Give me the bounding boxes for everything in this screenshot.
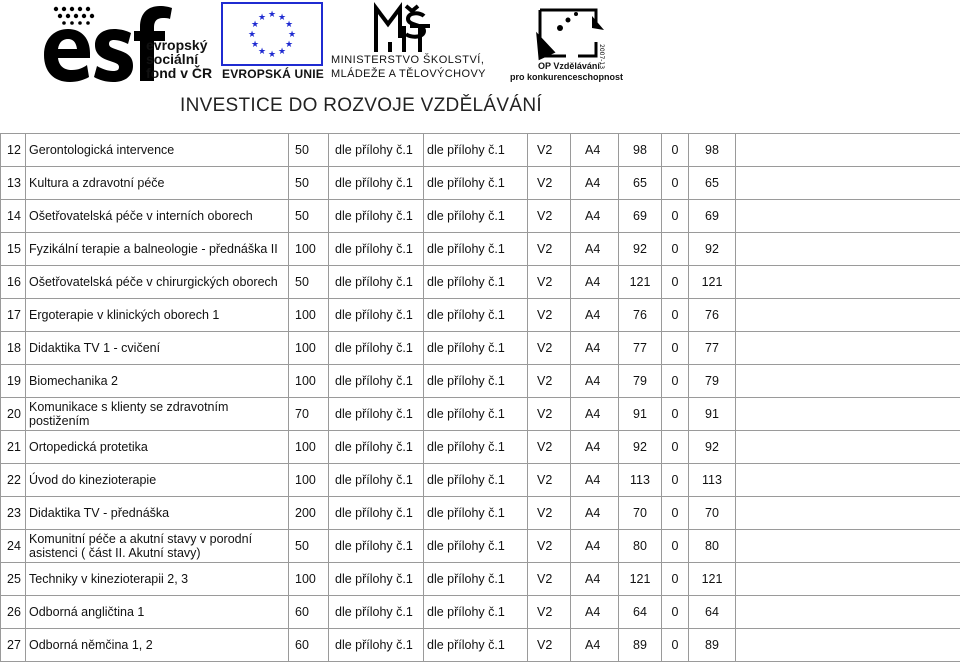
reference-cell-1: dle přílohy č.1 [329, 299, 424, 332]
reference-cell-2: dle přílohy č.1 [424, 332, 528, 365]
row-number: 23 [1, 497, 26, 530]
value-cell-2: 92 [689, 431, 736, 464]
code-v-cell: V2 [528, 167, 571, 200]
svg-text:★: ★ [287, 30, 297, 40]
hours-cell: 100 [289, 563, 329, 596]
course-name: Ošetřovatelská péče v interních oborech [26, 200, 289, 233]
value-cell-1: 121 [619, 563, 662, 596]
reference-cell-2: dle přílohy č.1 [424, 200, 528, 233]
course-name: Biomechanika 2 [26, 365, 289, 398]
value-cell-2: 79 [689, 365, 736, 398]
reference-cell-2: dle přílohy č.1 [424, 629, 528, 662]
course-name: Odborná němčina 1, 2 [26, 629, 289, 662]
row-number: 20 [1, 398, 26, 431]
zero-cell: 0 [662, 464, 689, 497]
reference-cell-2: dle přílohy č.1 [424, 596, 528, 629]
value-cell-1: 113 [619, 464, 662, 497]
zero-cell: 0 [662, 563, 689, 596]
msmt-caption-line-2: MLÁDEŽE A TĚLOVÝCHOVY [331, 68, 486, 80]
code-v-cell: V2 [528, 299, 571, 332]
esf-logo-text [146, 38, 212, 80]
hours-cell: 100 [289, 233, 329, 266]
svg-text:★: ★ [267, 50, 277, 60]
code-v-cell: V2 [528, 596, 571, 629]
empty-cell [736, 431, 960, 464]
course-name: Ortopedická protetika [26, 431, 289, 464]
table-row [1, 332, 960, 365]
table-row [1, 134, 960, 167]
op-caption-line-1: OP Vzdělávání [538, 61, 600, 71]
code-a-cell: A4 [571, 398, 619, 431]
code-v-cell: V2 [528, 464, 571, 497]
code-v-cell: V2 [528, 530, 571, 563]
code-a-cell: A4 [571, 200, 619, 233]
zero-cell: 0 [662, 596, 689, 629]
reference-cell-2: dle přílohy č.1 [424, 365, 528, 398]
table-row [1, 629, 960, 662]
reference-cell-2: dle přílohy č.1 [424, 167, 528, 200]
hours-cell: 50 [289, 200, 329, 233]
hours-cell: 100 [289, 299, 329, 332]
svg-text:★: ★ [257, 13, 267, 23]
row-number: 27 [1, 629, 26, 662]
value-cell-2: 98 [689, 134, 736, 167]
value-cell-2: 69 [689, 200, 736, 233]
empty-cell [736, 266, 960, 299]
row-number: 18 [1, 332, 26, 365]
table-row [1, 266, 960, 299]
value-cell-1: 92 [619, 431, 662, 464]
reference-cell-2: dle přílohy č.1 [424, 530, 528, 563]
value-cell-1: 121 [619, 266, 662, 299]
empty-cell [736, 299, 960, 332]
table-row [1, 398, 960, 431]
reference-cell-2: dle přílohy č.1 [424, 464, 528, 497]
hours-cell: 100 [289, 464, 329, 497]
svg-text:★: ★ [250, 40, 260, 50]
zero-cell: 0 [662, 134, 689, 167]
reference-cell-2: dle přílohy č.1 [424, 299, 528, 332]
code-a-cell: A4 [571, 332, 619, 365]
reference-cell-1: dle přílohy č.1 [329, 563, 424, 596]
reference-cell-2: dle přílohy č.1 [424, 497, 528, 530]
value-cell-1: 79 [619, 365, 662, 398]
hours-cell: 60 [289, 596, 329, 629]
reference-cell-2: dle přílohy č.1 [424, 431, 528, 464]
course-name: Kultura a zdravotní péče [26, 167, 289, 200]
value-cell-2: 64 [689, 596, 736, 629]
zero-cell: 0 [662, 365, 689, 398]
hours-cell: 50 [289, 167, 329, 200]
reference-cell-2: dle přílohy č.1 [424, 233, 528, 266]
course-name: Didaktika TV 1 - cvičení [26, 332, 289, 365]
slogan: INVESTICE DO ROZVOJE VZDĚLÁVÁNÍ [180, 95, 542, 116]
empty-cell [736, 167, 960, 200]
table-body [1, 134, 960, 662]
code-a-cell: A4 [571, 596, 619, 629]
value-cell-2: 89 [689, 629, 736, 662]
table-row [1, 365, 960, 398]
hours-cell: 50 [289, 530, 329, 563]
zero-cell: 0 [662, 398, 689, 431]
code-a-cell: A4 [571, 167, 619, 200]
course-name: Komunitní péče a akutní stavy v porodní asistenci ( část II. Akutní stavy) [26, 530, 289, 563]
value-cell-1: 76 [619, 299, 662, 332]
svg-text:★: ★ [250, 20, 260, 30]
code-v-cell: V2 [528, 497, 571, 530]
hours-cell: 100 [289, 332, 329, 365]
value-cell-2: 113 [689, 464, 736, 497]
hours-cell: 50 [289, 134, 329, 167]
code-a-cell: A4 [571, 431, 619, 464]
value-cell-2: 77 [689, 332, 736, 365]
code-a-cell: A4 [571, 266, 619, 299]
reference-cell-1: dle přílohy č.1 [329, 233, 424, 266]
row-number: 12 [1, 134, 26, 167]
reference-cell-1: dle přílohy č.1 [329, 365, 424, 398]
course-name: Fyzikální terapie a balneologie - přednáška II [26, 233, 289, 266]
value-cell-1: 77 [619, 332, 662, 365]
code-v-cell: V2 [528, 629, 571, 662]
empty-cell [736, 200, 960, 233]
empty-cell [736, 398, 960, 431]
reference-cell-2: dle přílohy č.1 [424, 563, 528, 596]
zero-cell: 0 [662, 233, 689, 266]
empty-cell [736, 332, 960, 365]
svg-text:★: ★ [267, 10, 277, 20]
reference-cell-1: dle přílohy č.1 [329, 167, 424, 200]
empty-cell [736, 134, 960, 167]
row-number: 22 [1, 464, 26, 497]
esf-line-1: evropský [146, 37, 208, 53]
value-cell-1: 91 [619, 398, 662, 431]
hours-cell: 200 [289, 497, 329, 530]
value-cell-1: 64 [619, 596, 662, 629]
esf-line-2: sociální [146, 51, 199, 67]
reference-cell-1: dle přílohy č.1 [329, 431, 424, 464]
row-number: 24 [1, 530, 26, 563]
reference-cell-2: dle přílohy č.1 [424, 266, 528, 299]
reference-cell-1: dle přílohy č.1 [329, 596, 424, 629]
value-cell-1: 98 [619, 134, 662, 167]
reference-cell-1: dle přílohy č.1 [329, 629, 424, 662]
code-v-cell: V2 [528, 332, 571, 365]
table-row [1, 497, 960, 530]
zero-cell: 0 [662, 431, 689, 464]
table-row [1, 431, 960, 464]
hours-cell: 100 [289, 365, 329, 398]
value-cell-2: 121 [689, 266, 736, 299]
empty-cell [736, 530, 960, 563]
course-name: Úvod do kinezioterapie [26, 464, 289, 497]
value-cell-2: 70 [689, 497, 736, 530]
table-row [1, 530, 960, 563]
svg-text:★: ★ [257, 47, 267, 57]
reference-cell-1: dle přílohy č.1 [329, 398, 424, 431]
hours-cell: 100 [289, 431, 329, 464]
course-name: Ošetřovatelská péče v chirurgických oborech [26, 266, 289, 299]
row-number: 16 [1, 266, 26, 299]
hours-cell: 60 [289, 629, 329, 662]
course-name: Ergoterapie v klinických oborech 1 [26, 299, 289, 332]
logo-header [0, 0, 960, 130]
row-number: 25 [1, 563, 26, 596]
code-a-cell: A4 [571, 563, 619, 596]
table-row [1, 563, 960, 596]
esf-line-3: fond v ČR [146, 65, 213, 81]
course-name: Gerontologická intervence [26, 134, 289, 167]
empty-cell [736, 233, 960, 266]
row-number: 14 [1, 200, 26, 233]
empty-cell [736, 464, 960, 497]
course-name: Didaktika TV - přednáška [26, 497, 289, 530]
table-row [1, 596, 960, 629]
value-cell-1: 92 [619, 233, 662, 266]
reference-cell-1: dle přílohy č.1 [329, 530, 424, 563]
table-row [1, 233, 960, 266]
row-number: 19 [1, 365, 26, 398]
value-cell-1: 80 [619, 530, 662, 563]
zero-cell: 0 [662, 629, 689, 662]
svg-text:★: ★ [284, 40, 294, 50]
value-cell-2: 121 [689, 563, 736, 596]
code-a-cell: A4 [571, 299, 619, 332]
code-v-cell: V2 [528, 563, 571, 596]
course-name: Odborná angličtina 1 [26, 596, 289, 629]
msmt-caption-line-1: MINISTERSTVO ŠKOLSTVÍ, [331, 54, 485, 66]
zero-cell: 0 [662, 266, 689, 299]
zero-cell: 0 [662, 200, 689, 233]
reference-cell-1: dle přílohy č.1 [329, 266, 424, 299]
table-row [1, 299, 960, 332]
zero-cell: 0 [662, 332, 689, 365]
reference-cell-2: dle přílohy č.1 [424, 398, 528, 431]
code-a-cell: A4 [571, 497, 619, 530]
zero-cell: 0 [662, 530, 689, 563]
reference-cell-2: dle přílohy č.1 [424, 134, 528, 167]
eu-caption: EVROPSKÁ UNIE [222, 67, 324, 81]
value-cell-1: 65 [619, 167, 662, 200]
zero-cell: 0 [662, 299, 689, 332]
table-row [1, 167, 960, 200]
hours-cell: 50 [289, 266, 329, 299]
svg-text:★: ★ [277, 13, 287, 23]
zero-cell: 0 [662, 167, 689, 200]
reference-cell-1: dle přílohy č.1 [329, 332, 424, 365]
svg-text:★: ★ [284, 20, 294, 30]
code-v-cell: V2 [528, 365, 571, 398]
code-v-cell: V2 [528, 200, 571, 233]
reference-cell-1: dle přílohy č.1 [329, 200, 424, 233]
value-cell-2: 76 [689, 299, 736, 332]
empty-cell [736, 497, 960, 530]
code-a-cell: A4 [571, 365, 619, 398]
empty-cell [736, 629, 960, 662]
row-number: 13 [1, 167, 26, 200]
code-v-cell: V2 [528, 266, 571, 299]
op-caption-line-2: pro konkurenceschopnost [510, 72, 624, 82]
zero-cell: 0 [662, 497, 689, 530]
value-cell-2: 80 [689, 530, 736, 563]
code-a-cell: A4 [571, 629, 619, 662]
value-cell-2: 92 [689, 233, 736, 266]
code-a-cell: A4 [571, 134, 619, 167]
value-cell-2: 65 [689, 167, 736, 200]
course-name: Techniky v kinezioterapii 2, 3 [26, 563, 289, 596]
courses-table [0, 133, 960, 662]
op-badge-text: 2007-13 [598, 44, 605, 70]
svg-text:★: ★ [277, 47, 287, 57]
value-cell-2: 91 [689, 398, 736, 431]
code-v-cell: V2 [528, 398, 571, 431]
empty-cell [736, 563, 960, 596]
reference-cell-1: dle přílohy č.1 [329, 134, 424, 167]
svg-text:★: ★ [247, 30, 257, 40]
value-cell-1: 69 [619, 200, 662, 233]
table-row [1, 464, 960, 497]
code-a-cell: A4 [571, 530, 619, 563]
hours-cell: 70 [289, 398, 329, 431]
reference-cell-1: dle přílohy č.1 [329, 464, 424, 497]
value-cell-1: 89 [619, 629, 662, 662]
row-number: 17 [1, 299, 26, 332]
table-row [1, 200, 960, 233]
row-number: 21 [1, 431, 26, 464]
empty-cell [736, 596, 960, 629]
code-v-cell: V2 [528, 431, 571, 464]
course-name: Komunikace s klienty se zdravotním postižením [26, 398, 289, 431]
code-a-cell: A4 [571, 233, 619, 266]
empty-cell [736, 365, 960, 398]
code-v-cell: V2 [528, 233, 571, 266]
value-cell-1: 70 [619, 497, 662, 530]
reference-cell-1: dle přílohy č.1 [329, 497, 424, 530]
row-number: 15 [1, 233, 26, 266]
row-number: 26 [1, 596, 26, 629]
code-a-cell: A4 [571, 464, 619, 497]
code-v-cell: V2 [528, 134, 571, 167]
